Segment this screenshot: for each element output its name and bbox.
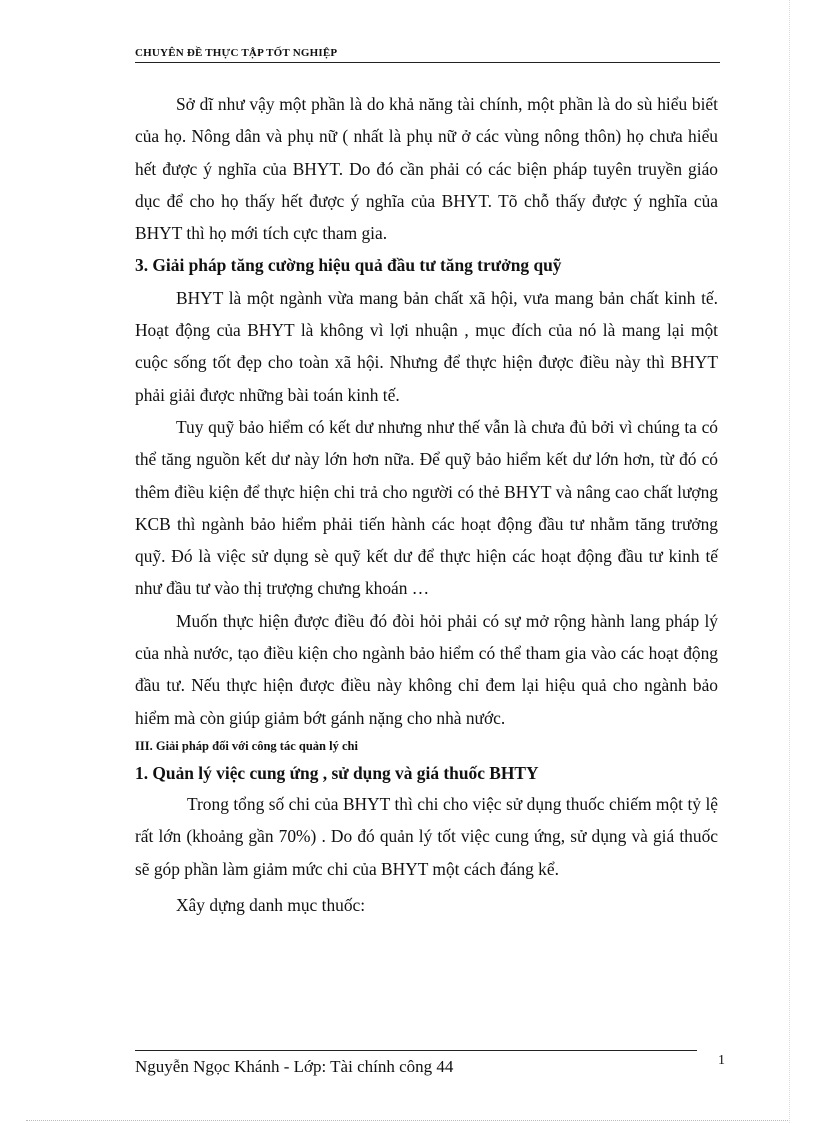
paragraph-4: Muốn thực hiện được điều đó đòi hỏi phải có sự mở rộng hành lang pháp lý của nhà nước, tạo điều kiện cho ngành bảo hiểm có thể tham gia vào các hoạt động đầu tư. Nếu thực hiện được điều này không chỉ đem lại hiệu quả cho ngành bảo hiểm mà còn giúp giảm bớt gánh nặng cho nhà nước. — [135, 610, 718, 728]
heading-3: 3. Giải pháp tăng cường hiệu quả đầu tư tăng trưởng quỹ — [135, 255, 562, 276]
paragraph-1: Sở dĩ như vậy một phần là do khả năng tài chính, một phần là do sù hiểu biết của họ. Nông dân và phụ nữ ( nhất là phụ nữ ở các vùng nông thôn) họ chưa hiểu hết được ý nghĩa của BHYT. Do đó cần phải có các biện pháp tuyên truyền giáo dục để cho họ thấy hết được ý nghĩa của BHYT. Tõ chỗ thấy được ý nghĩa của BHYT thì họ mới tích cực tham gia. — [135, 94, 718, 244]
footer-author: Nguyễn Ngọc Khánh - Lớp: Tài chính công 44 — [135, 1057, 454, 1076]
heading-1: 1. Quản lý việc cung ứng , sử dụng và giá thuốc BHTY — [135, 762, 539, 783]
page-edge-right — [789, 0, 790, 1123]
section-heading-iii: III. Giải pháp đối với công tác quản lý chi — [135, 738, 358, 753]
document-body — [135, 88, 718, 921]
paragraph-2: BHYT là một ngành vừa mang bản chất xã hội, vưa mang bản chất kinh tế. Hoạt động của BHYT là không vì lợi nhuận , mục đích của nó là mang lại một cuộc sống tốt đẹp cho toàn xã hội. Nhưng để thực hiện được điều này thì BHYT phải giải được những bài toán kinh tế. — [135, 287, 718, 405]
page-number: 1 — [718, 1053, 725, 1068]
paragraph-5: Trong tổng số chi của BHYT thì chi cho việc sử dụng thuốc chiếm một tỷ lệ rất lớn (khoảng gần 70%) . Do đó quản lý tốt việc cung ứng, sử dụng và giá thuốc sẽ góp phần làm giảm mức chi của BHYT một cách đáng kể. — [135, 793, 718, 879]
page-header: CHUYÊN ĐỀ THỰC TẬP TỐT NGHIỆP — [135, 47, 720, 63]
page-edge-bottom — [26, 1120, 790, 1121]
footer-rule — [135, 1050, 697, 1051]
paragraph-3: Tuy quỹ bảo hiểm có kết dư nhưng như thế vẫn là chưa đủ bởi vì chúng ta có thể tăng nguồn kết dư này lớn hơn nữa. Để quỹ bảo hiểm kết dư lớn hơn, từ đó có thêm điều kiện để thực hiện chi trả cho người có thẻ BHYT và nâng cao chất lượng KCB thì ngành bảo hiểm phải tiến hành các hoạt động đầu tư nhằm tăng trưởng quỹ. Đó là việc sử dụng sè quỹ kết dư để thực hiện các hoạt động đầu tư kinh tế như đầu tư vào thị trượng chưng khoán … — [135, 416, 718, 599]
paragraph-6: Xây dựng danh mục thuốc: — [176, 894, 366, 915]
